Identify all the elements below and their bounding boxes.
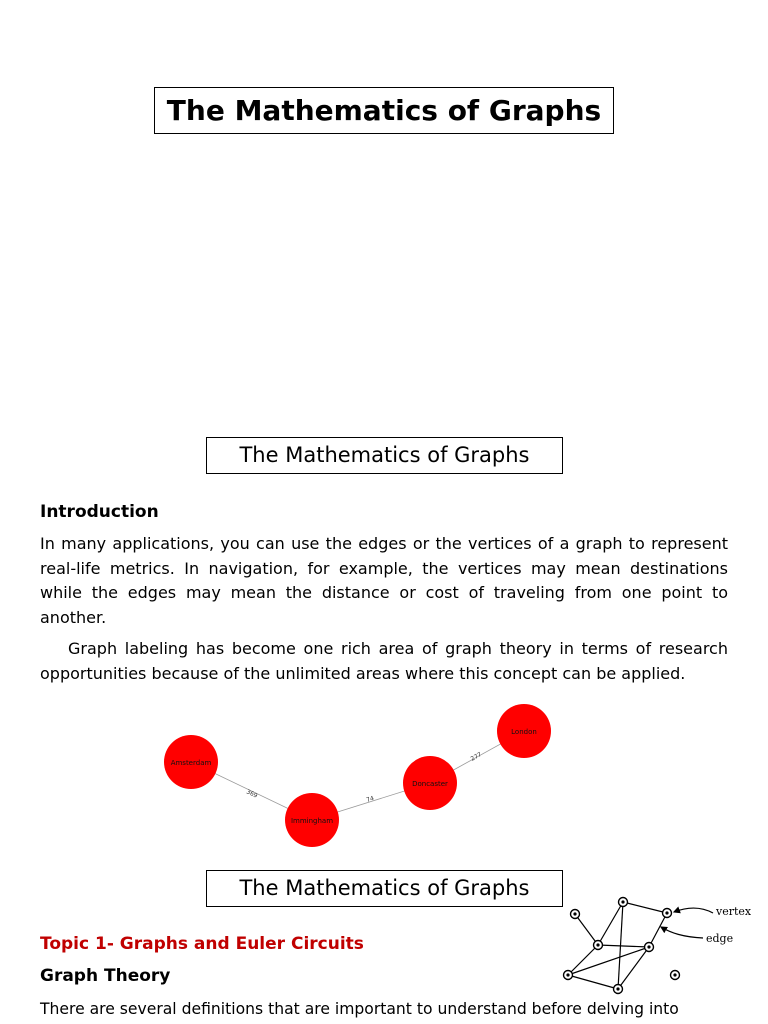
edge-weight-label: 277 <box>469 751 483 763</box>
vertex-dot <box>571 910 580 919</box>
intro-paragraph-1: In many applications, you can use the edges or the vertices of a graph to represent real-life metrics. In navigation, for example, the vertices may mean destinations while the edges may mean the distance or cost of traveling from one point to another. <box>40 534 728 627</box>
edge-label: edge <box>706 932 734 945</box>
introduction-heading: Introduction <box>40 502 159 522</box>
vertex-pointer-arrow <box>674 908 713 913</box>
node-label-doncaster: Doncaster <box>412 780 448 788</box>
city-graph-figure <box>150 695 570 855</box>
graph-nodes <box>164 704 551 847</box>
topic-heading: Topic 1- Graphs and Euler Circuits <box>40 934 364 954</box>
node-label-immingham: Immingham <box>290 817 334 825</box>
node-label-amsterdam: Amsterdam <box>170 759 212 767</box>
graph-theory-paragraph: There are several definitions that are important to understand before delving into <box>40 1000 679 1018</box>
edge-weight-label: 74 <box>365 794 375 804</box>
page-title: The Mathematics of Graphs <box>154 87 614 134</box>
vertex-label: vertex <box>716 905 752 918</box>
graph-edges <box>191 731 524 820</box>
vertex-dot <box>663 909 672 918</box>
vertex-dot <box>619 898 628 907</box>
slide-title: The Mathematics of Graphs <box>206 870 563 907</box>
intro-paragraph-2: Graph labeling has become one rich area of graph theory in terms of research opportunities because of the unlimited areas where this concept can be applied. <box>40 639 728 683</box>
edge-weight-label: 369 <box>245 788 259 800</box>
node-label-london: London <box>511 728 537 736</box>
graph-theory-heading: Graph Theory <box>40 966 171 986</box>
slide-title: The Mathematics of Graphs <box>206 437 563 474</box>
